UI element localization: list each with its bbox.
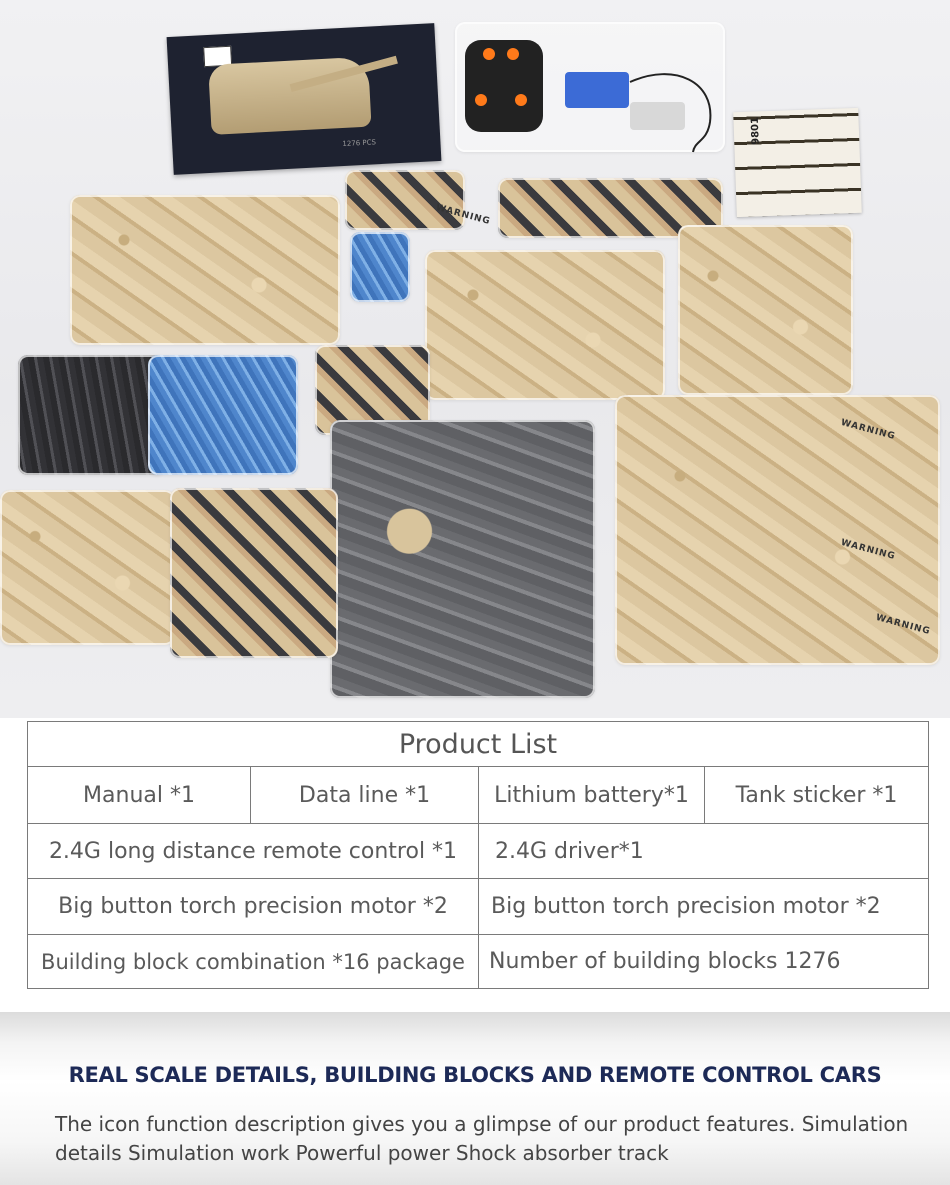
table-cell: 2.4G long distance remote control *1: [48, 838, 458, 864]
manual-label: 1276 PCS: [342, 138, 377, 149]
parts-bag: [425, 202, 665, 400]
sticker-code: 9801: [749, 116, 762, 146]
banner-headline: REAL SCALE DETAILS, BUILDING BLOCKS AND REMOTE CONTROL CARS: [68, 1063, 882, 1087]
parts-bag: [678, 225, 853, 395]
parts-bag: [148, 355, 298, 475]
table-cell: Big button torch precision motor *2: [478, 879, 928, 934]
parts-bag: [345, 170, 465, 230]
data-cable: [455, 22, 725, 152]
instruction-manual: [167, 23, 442, 175]
parts-bag: [170, 488, 338, 658]
parts-bag: [18, 355, 166, 475]
product-list-table: [27, 721, 929, 989]
banner-description: The icon function description gives you a glimpse of our product features. Simulation details Simulation work Powerful power Shock absorber track: [55, 1112, 909, 1165]
table-row: [28, 767, 928, 824]
table-row: [28, 824, 928, 879]
bag-warning: WARNING: [839, 417, 897, 443]
table-cell: 2.4G driver*1: [478, 824, 928, 878]
table-cell: Lithium battery*1: [478, 767, 704, 823]
table-cell: Data line *1: [250, 767, 478, 823]
parts-bag: [615, 395, 940, 665]
product-list-title: Product List: [28, 722, 928, 767]
table-row: [28, 879, 928, 935]
table-cell: Number of building blocks 1276: [478, 935, 928, 988]
bag-warning: WARNING: [434, 202, 492, 228]
table-cell: Big button torch precision motor *2: [58, 894, 448, 919]
electronics-bag: [455, 22, 725, 152]
parts-bag: [350, 232, 410, 302]
bag-warning: WARNING: [874, 612, 932, 638]
tank-sticker-sheet: [733, 108, 862, 217]
parts-bag: [330, 420, 595, 698]
parts-bag: [70, 195, 340, 345]
table-cell: Manual *1: [83, 782, 195, 808]
table-row: [28, 935, 928, 988]
table-cell: Tank sticker *1: [704, 767, 928, 823]
table-cell: Building block combination *16 package: [41, 949, 465, 974]
parts-bag: [0, 490, 175, 645]
bag-warning: WARNING: [839, 537, 897, 563]
